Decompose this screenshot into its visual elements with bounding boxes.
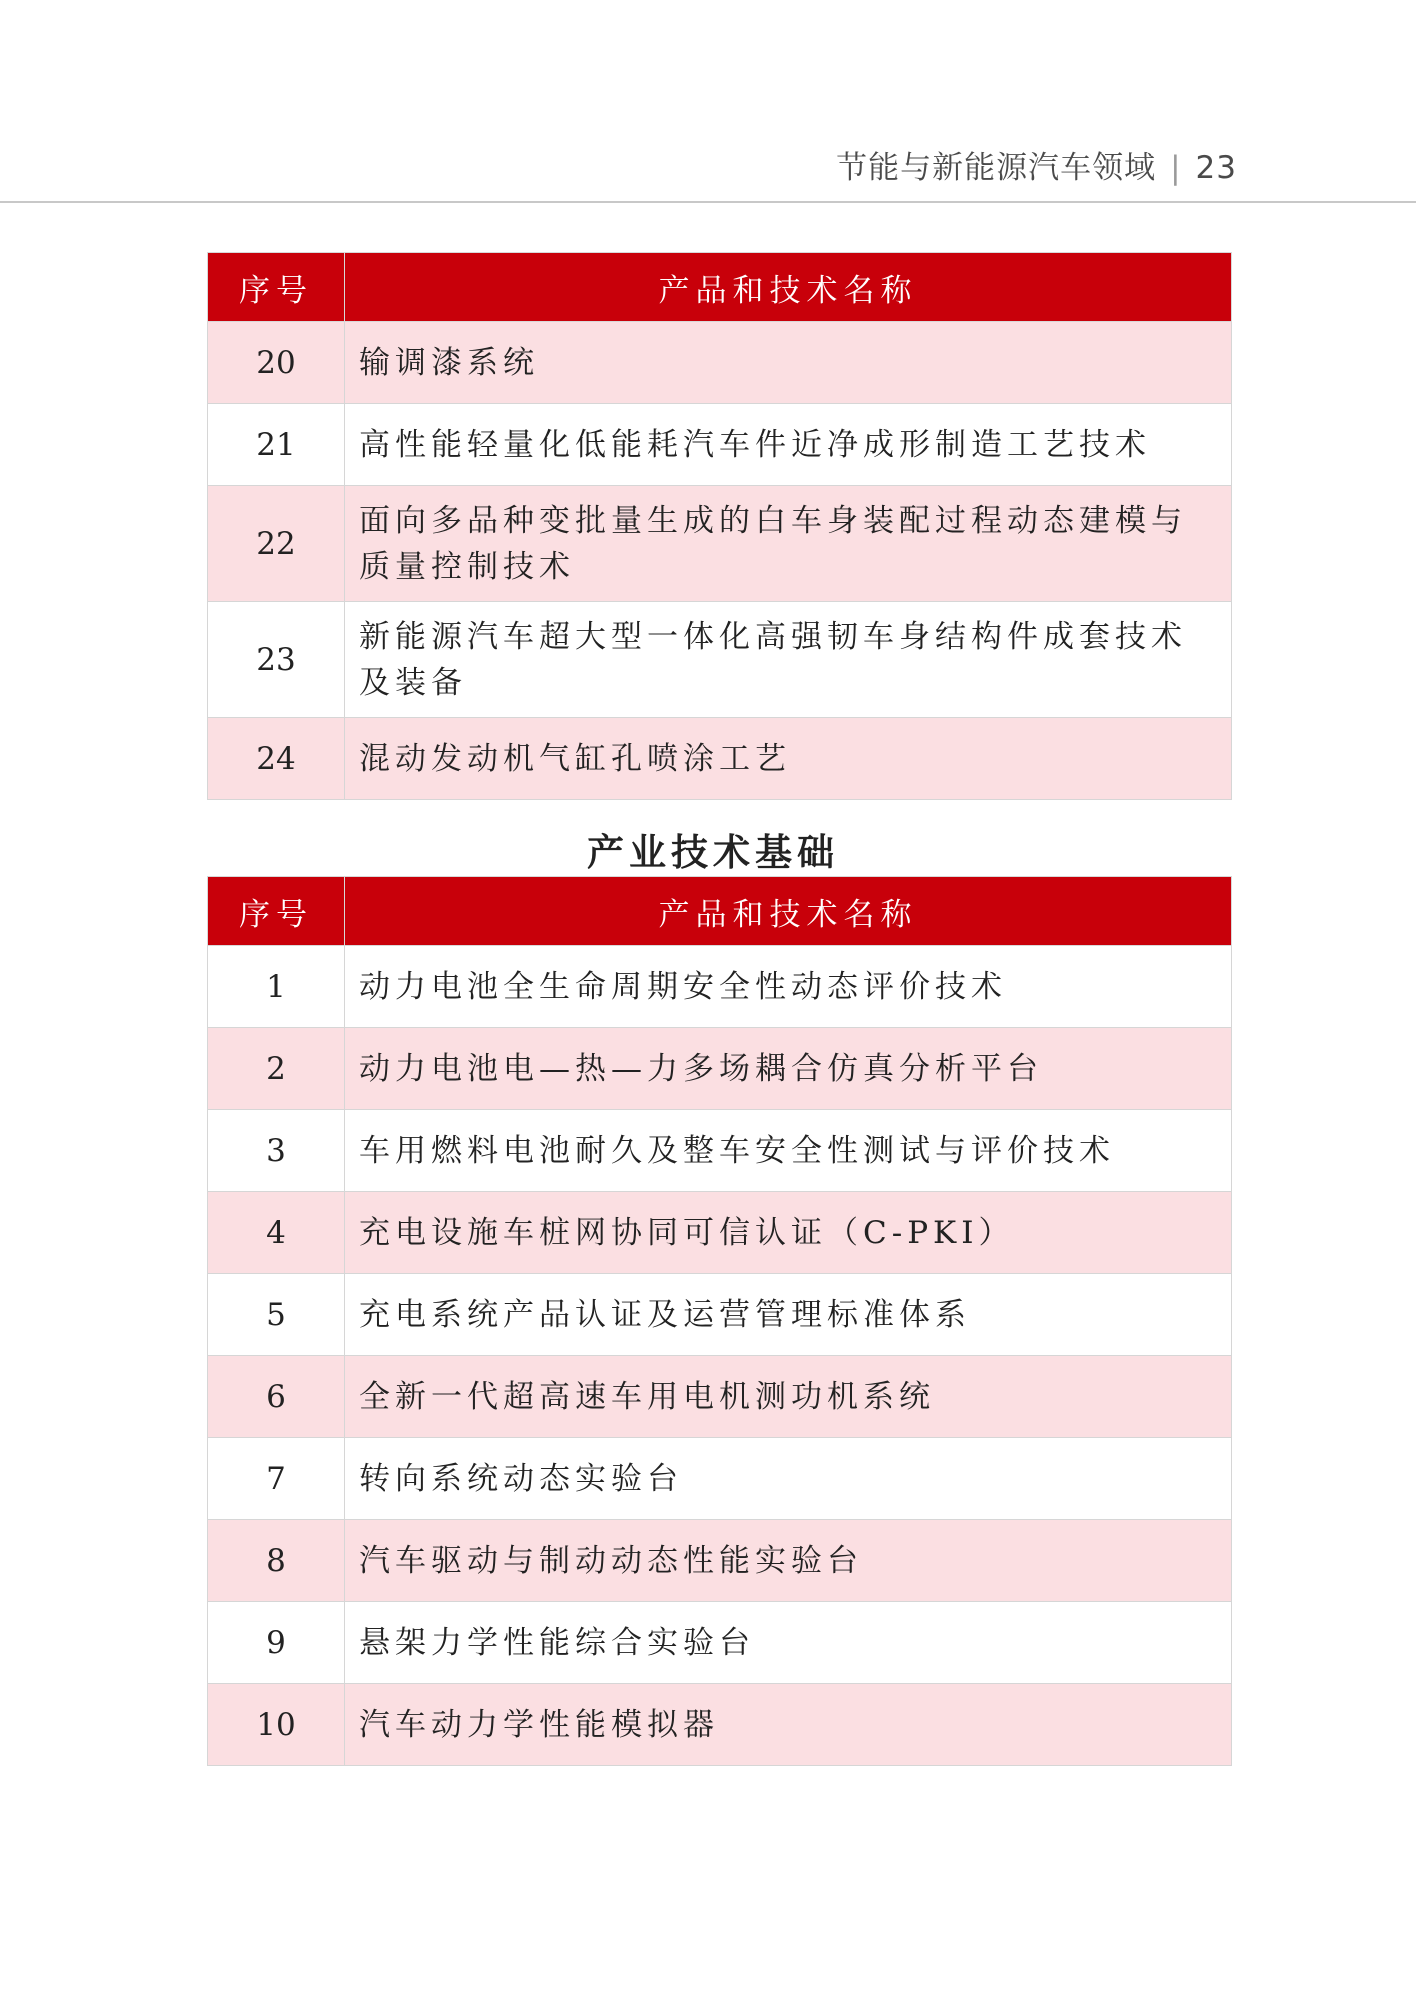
table-row [208,1274,1232,1356]
header-rule [0,201,1416,203]
row-name: 输调漆系统 [345,322,1232,404]
row-name: 混动发动机气缸孔喷涂工艺 [345,718,1232,800]
row-name: 充电设施车桩网协同可信认证（C-PKI） [345,1192,1232,1274]
row-number: 6 [208,1356,345,1438]
table-row [208,602,1232,718]
row-number: 5 [208,1274,345,1356]
section-title: 产业技术基础 [587,830,839,874]
table-row [208,1684,1232,1766]
row-name: 高性能轻量化低能耗汽车件近净成形制造工艺技术 [345,404,1232,486]
row-number: 22 [208,486,345,602]
table-row [208,1192,1232,1274]
row-number: 2 [208,1028,345,1110]
row-name: 动力电池全生命周期安全性动态评价技术 [345,946,1232,1028]
table-row [208,322,1232,404]
table-header-row [208,877,1232,946]
row-number: 1 [208,946,345,1028]
row-name: 转向系统动态实验台 [345,1438,1232,1520]
table-row [208,946,1232,1028]
table-row [208,1356,1232,1438]
table-row [208,1028,1232,1110]
column-header-name: 产品和技术名称 [345,877,1232,946]
row-number: 20 [208,322,345,404]
table-row [208,1438,1232,1520]
row-number: 23 [208,602,345,718]
row-name: 车用燃料电池耐久及整车安全性测试与评价技术 [345,1110,1232,1192]
row-number: 7 [208,1438,345,1520]
table-row [208,1520,1232,1602]
table-row [208,404,1232,486]
column-header-name: 产品和技术名称 [345,253,1232,322]
row-number: 3 [208,1110,345,1192]
row-number: 8 [208,1520,345,1602]
row-name: 充电系统产品认证及运营管理标准体系 [345,1274,1232,1356]
row-number: 4 [208,1192,345,1274]
product-table-2 [207,876,1232,1766]
table-row [208,1110,1232,1192]
row-name: 面向多品种变批量生成的白车身装配过程动态建模与质量控制技术 [345,486,1232,602]
row-name: 动力电池电—热—力多场耦合仿真分析平台 [345,1028,1232,1110]
product-table-1 [207,252,1232,800]
row-name: 全新一代超高速车用电机测功机系统 [345,1356,1232,1438]
table-row [208,718,1232,800]
column-header-no: 序号 [208,253,345,322]
running-header [836,142,1237,187]
column-header-no: 序号 [208,877,345,946]
table-row [208,1602,1232,1684]
row-number: 9 [208,1602,345,1684]
row-name: 新能源汽车超大型一体化高强韧车身结构件成套技术及装备 [345,602,1232,718]
row-name: 悬架力学性能综合实验台 [345,1602,1232,1684]
row-number: 10 [208,1684,345,1766]
table-header-row [208,253,1232,322]
row-name: 汽车动力学性能模拟器 [345,1684,1232,1766]
page-number: 23 [1195,150,1237,186]
row-number: 21 [208,404,345,486]
row-number: 24 [208,718,345,800]
row-name: 汽车驱动与制动动态性能实验台 [345,1520,1232,1602]
table-row [208,486,1232,602]
header-separator: | [1170,150,1182,186]
header-title: 节能与新能源汽车领域 [836,150,1157,186]
